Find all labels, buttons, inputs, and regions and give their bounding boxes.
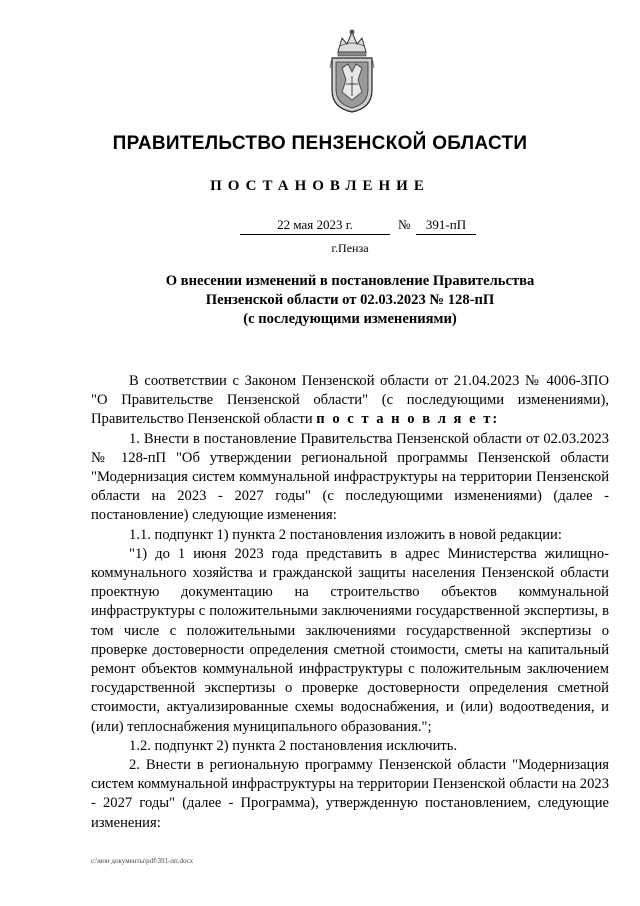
paragraph-new-edition: "1) до 1 июня 2023 года представить в адрес Министерства жилищно-коммунального хозяйства и гражданской защиты населения Пензенской области проектную документацию на строительство объектов коммунальной инфраструктуры с положительными заключениями государственной экспертизы, в том числе с положительными заключениями государственной экспертизы о проверке достоверности определения сметной стоимости, сметы на капитальный ремонт объектов коммунальной инфраструктуры с положительным заключением государственной экспертизы о проверке достоверности определения сметной стоимости, актуализированные схемы водоснабжения, и (или) водоотведения, и (или) теплоснабжения муниципального образования."; <box>91 545 609 735</box>
date-number-line <box>0 217 640 237</box>
subject-line-3: (с последующими изменениями) <box>243 311 457 327</box>
paragraph-item-1-2: 1.2. подпункт 2) пункта 2 постановления исключить. <box>129 737 458 754</box>
document-subject <box>0 272 640 329</box>
paragraph-item-1: 1. Внести в постановление Правительства Пензенской области от 02.03.2023 № 128-пП "Об утверждении региональной программы Пензенской области "Модернизация систем коммунальной инфраструктуры на территории Пензенской области на 2023 - 2027 годы" (с последующими изменениями) (далее - постановление) следующие изменения: <box>91 430 609 524</box>
document-date: 22 мая 2023 г. <box>240 217 390 235</box>
number-sign: № <box>398 217 411 232</box>
document-type: ПОСТАНОВЛЕНИЕ <box>210 178 430 194</box>
resolves-word: п о с т а н о в л я е т: <box>316 411 500 428</box>
subject-line-1: О внесении изменений в постановление Правительства <box>165 273 535 289</box>
paragraph-item-2: 2. Внести в региональную программу Пензенской области "Модернизация систем коммунальной инфраструктуры на территории Пензенской области на 2023 - 2027 годы" (далее - Программа), утвержденную постановлением, следующие изменения: <box>91 757 609 831</box>
coat-of-arms-icon <box>328 28 376 114</box>
document-number: 391-пП <box>416 217 476 235</box>
document-body <box>91 372 609 833</box>
org-title: ПРАВИТЕЛЬСТВО ПЕНЗЕНСКОЙ ОБЛАСТИ <box>112 133 528 154</box>
paragraph-preamble <box>91 372 609 430</box>
preamble-text: В соответствии с Законом Пензенской области от 21.04.2023 № 4006-ЗПО "О Правительстве Пензенской области" (с последующими изменениями), Правительство Пензенской области <box>91 373 609 428</box>
paragraph-item-1-1: 1.1. подпункт 1) пункта 2 постановления изложить в новой редакции: <box>129 526 562 543</box>
file-path-footer: c:\мои документы\pdf\391-пп.docx <box>91 857 194 865</box>
city: г.Пенза <box>331 241 369 255</box>
subject-line-2: Пензенской области от 02.03.2023 № 128-пП <box>205 292 495 308</box>
